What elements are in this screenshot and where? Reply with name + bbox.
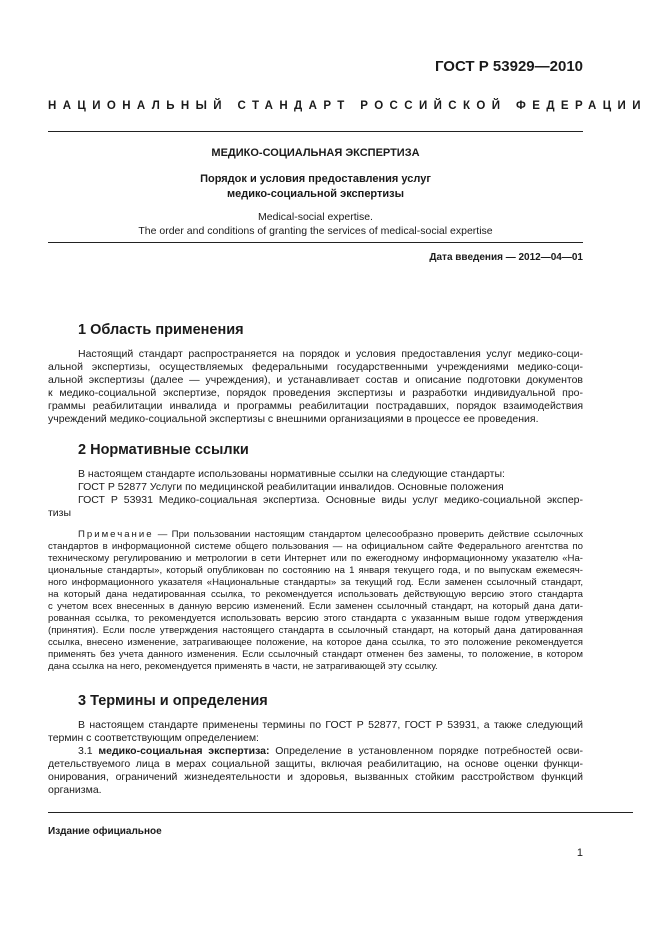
- body-line: В настоящем стандарте использованы нормативные ссылки на следующие стандарты:: [78, 468, 505, 480]
- body-line: учреждений медико-социальной экспертизы с внешними организациями в процессе ее проведения.: [48, 413, 539, 425]
- note-line: техническому регулированию и метрологии в сети Интернет или по ежегодному информационному указателю «На-: [48, 553, 583, 564]
- english-title-line: The order and conditions of granting the services of medical-social expertise: [138, 225, 493, 237]
- term-number: 3.1: [78, 745, 99, 757]
- footer-divider: [48, 812, 633, 813]
- note-line: ссылка, внесено изменение, затрагивающее положение, на которое дана ссылка, то это положение рекомендуется: [48, 637, 583, 648]
- note-line: на который дана недатированная ссылка, то рекомендуется использовать действующую версию этого стандарта: [48, 589, 583, 600]
- definition-line: организма.: [48, 784, 102, 796]
- note-line: дана ссылка на него, рекомендуется применять в части, не затрагивающей эту ссылку.: [48, 661, 438, 672]
- note-line: с учетом всех внесенных в данную версию изменений. Если заменен ссылочный стандарт, на который дана дати-: [48, 601, 583, 612]
- document-subtitle: [48, 172, 583, 202]
- section-3-body: [48, 719, 583, 797]
- gost-number: ГОСТ Р 53929—2010: [434, 58, 583, 75]
- note-line: рованная ссылка, то рекомендуется использовать версию этого стандарта с указанным выше годом утверждения: [48, 613, 583, 624]
- definition-line: онирования, ограничений жизнедеятельности и здоровья, вызванных стойким расстройством функций: [48, 771, 583, 783]
- note-line: циональные стандарты», который опубликован по состоянию на 1 января текущего года, и по выпускам ежемесяч-: [48, 565, 583, 576]
- note-line: [48, 529, 583, 541]
- body-line: Настоящий стандарт распространяется на порядок и условия предоставления услуг медико-соци-: [78, 348, 583, 360]
- title-divider: [48, 242, 583, 243]
- body-line: альной экспертизы (далее — учреждения), и устанавливает состав и описание подготовки документов: [48, 374, 583, 386]
- note-line: стандартов в информационной системе общего пользования — на официальном сайте Федерального агентства по: [48, 541, 583, 552]
- body-line: альной экспертизы, осуществляемых федеральными государственными учреждениями медико-соци-: [48, 361, 583, 373]
- body-line: термин с соответствующим определением:: [48, 732, 259, 744]
- national-standard-heading: НАЦИОНАЛЬНЫЙ СТАНДАРТ РОССИЙСКОЙ ФЕДЕРАЦИИ: [48, 100, 647, 112]
- term-name: медико-социальная экспертиза:: [98, 745, 270, 757]
- note-line: ного информационного указателя «Национальные стандарты» за текущий год. Если заменен ссылочный стандарт,: [48, 577, 583, 588]
- official-edition-label: Издание официальное: [48, 826, 162, 837]
- reference-item: ГОСТ Р 53931 Медико-социальная экспертиза. Основные виды услуг медико-социальной экспер-: [78, 494, 583, 506]
- note-line: применять без учета данного изменения. Если ссылочный стандарт отменен без замены, то положение, в котором: [48, 649, 583, 660]
- body-line: В настоящем стандарте применены термины по ГОСТ Р 52877, ГОСТ Р 53931, а также следующий: [78, 719, 583, 731]
- subtitle-line: медико-социальной экспертизы: [226, 188, 405, 200]
- body-line: граммы реабилитации инвалида и программы реабилитации пострадавших, порядок взаимодействия: [48, 400, 583, 412]
- document-title: МЕДИКО-СОЦИАЛЬНАЯ ЭКСПЕРТИЗА: [211, 147, 420, 159]
- section-3-heading: 3 Термины и определения: [78, 693, 268, 709]
- section-2-heading: 2 Нормативные ссылки: [78, 442, 249, 458]
- reference-item-continued: тизы: [48, 507, 72, 519]
- section-2-body: [48, 468, 583, 520]
- reference-item: ГОСТ Р 52877 Услуги по медицинской реабилитации инвалидов. Основные положения: [78, 481, 504, 493]
- note-label: Примечание: [78, 529, 154, 540]
- section-1-heading: 1 Область применения: [78, 322, 244, 338]
- section-2-note: [48, 529, 583, 673]
- subtitle-line: Порядок и условия предоставления услуг: [200, 173, 431, 185]
- note-text: — При пользовании настоящим стандартом целесообразно проверить действие ссылочных: [153, 529, 583, 540]
- introduction-date: Дата введения — 2012—04—01: [429, 252, 583, 263]
- note-line: (принятия). Если после утверждения настоящего стандарта в ссылочный стандарт, на который дана датированная: [48, 625, 583, 636]
- header-divider: [48, 131, 583, 132]
- term-definition: Определение в установленном порядке потребностей осви-: [269, 745, 583, 757]
- page-number: 1: [576, 847, 583, 859]
- section-1-body: [48, 348, 583, 426]
- english-title: [48, 210, 583, 238]
- definition-line: детельствуемого лица в мерах социальной защиты, включая реабилитацию, на основе оценки функци-: [48, 758, 583, 770]
- term-line: [48, 745, 583, 758]
- english-title-line: Medical-social expertise.: [258, 211, 373, 223]
- body-line: к медико-социальной экспертизе, порядок проведения экспертизы и разработки индивидуальной про-: [48, 387, 583, 399]
